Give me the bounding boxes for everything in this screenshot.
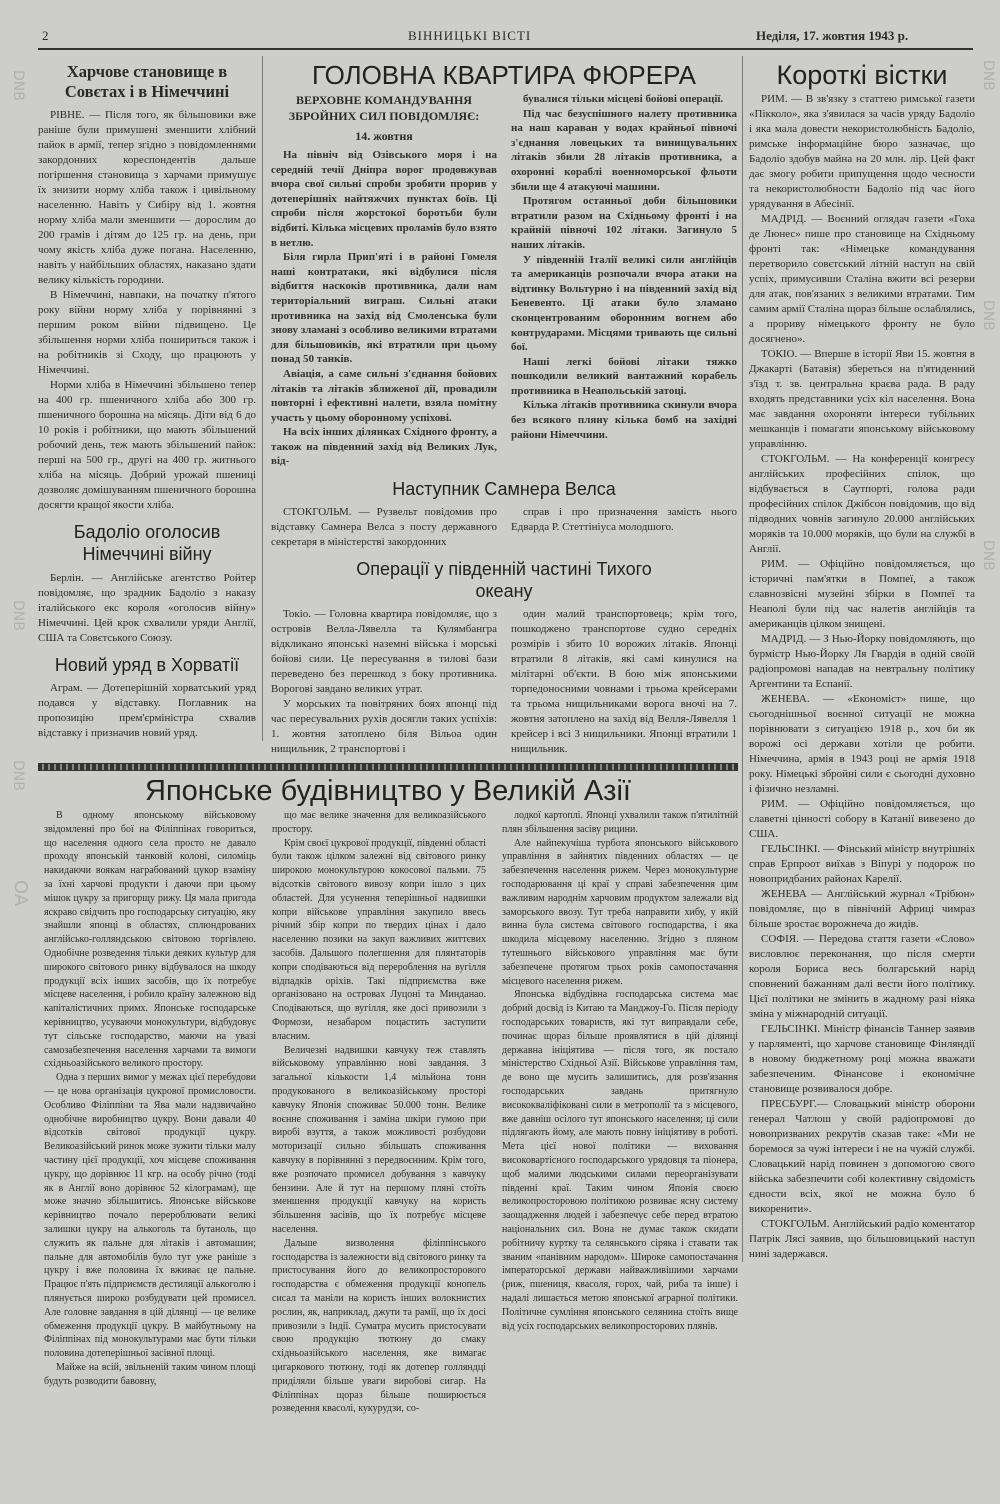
- paragraph: Наші легкі бойові літаки тяжко пошкодили великий вантажний корабель противника в Неапольській затоці.: [511, 355, 737, 397]
- hq-column-2: [511, 92, 737, 442]
- paragraph: ТОКІО. — Вперше в історії Яви 15. жовтня в Джакарті (Батавія) збереться на п'ятиденний з'їзд т. зв. центральна краєва рада. В раду входять представники усіх кіл населення. Вона має завдання охороняти інтереси тубільних мешканців і помагати японському військовому управлінню.: [749, 348, 975, 450]
- headline-pacific: Операції у південній частині Тихого океану: [356, 559, 652, 602]
- paragraph: РИМ. — В зв'язку з статтею римської газети «Пікколо», яка з'явилася за часів уряду Бадоліо і яка мала довести некористолюбність Бадоліо, римське інформаційне бюро зазначає, що Бадоліо здобув майна на 20 млн. лір. Цей факт дає змогу робити припущення щодо чесности та некористолюбности Бадоліо під час його урядування в Абесінії.: [749, 93, 975, 210]
- paragraph: У південній Італії великі сили англійців та американців розпочали вчора атаки на відтинку Вольтурно і на південний захід від Беневенто. Ці атаки було зламано сконцентрованим оборонним вогнем або контрударами. Місцями тривають ще сильні бої.: [511, 253, 737, 354]
- paragraph: РІВНЕ. — Після того, як більшовики вже раніше були примушені зменшити хлібний пайок в армії, тепер згідно з повідомленнями закордонних кореспондентів дальше погіршення становища з харчами примушує їх знизити норму хліба також і цивільному населенню. Навіть у Сибіру від 1. жовтня норму хліба мали зменшити — дорослим до 200 грамів і дітям до 125 гр. на день, при чому якість хліба дуже погана. Населенню, навіть у найбільших областях, наказано здати велику кількість городини.: [38, 109, 256, 286]
- headline-welles: Наступник Самнера Велса: [392, 479, 616, 500]
- hq-columns: [271, 92, 737, 469]
- paragraph: ЖЕНЕВА. — «Економіст» пише, що сьогоднішньої воєнної ситуації не можна порівнювати з ситуацією 1918 р., хоч би як ворожі осі держави хотіли це робити. Німеччина, армія в 1943 році не армія 1918 року. Німецькі збройні сили є сьогодні духовно і фізично незламні.: [749, 693, 975, 795]
- paragraph: ГЕЛЬСІНКІ. Міністр фінансів Таннер заявив у парляменті, що харчове становище Фінляндії в новому бюджетному році можна вважати забезпеченим. Фінансове і економічне становище розвивалося добре.: [749, 1023, 975, 1095]
- japan-column-2: [272, 809, 486, 1416]
- left-block: [38, 56, 738, 1416]
- issue-date: Неділя, 17. жовтня 1943 р.: [756, 28, 909, 43]
- welles-column-1: [271, 505, 497, 550]
- article-croatia: [38, 681, 256, 741]
- paragraph: Японська відбудівна господарська система має добрий досвід із Китаю та Манджоу-Го. Після періоду господарських товариств, які тут виправдали себе, починає щораз більше проявлятися в цій ділянці державна ініціятива — після того, як постало міністерство Східньої Азії. Військове управління там, де воно ще мусить залишитись, для розв'язання господарських завдань притягнуло висококваліфіковані сили в метрополії та з місцевого, вже давніш осілого тут японського населення; ці сили підлягають йому, але мають повну ініціятиву в роботі. Мета цієї нової політики — виховання високовартісного господарського урядовця та піонера, щоб малими людськими силами переорганізувати південні краї. Таким чином Японія своєю великопросторовою політикою розвиває ясну систему заощадження людей і забезпечує себе перед втратою національних сил. Вона не думає також скидати робітничу куртку та селянського сіряка і ставати так званим «панівним народом». Широке самопостачання імператорської держави найважливішими харчами (риж, пшениця, квасоля, горох, чай, риба та інше) і надалі лишається метою японської аграрної політики. Політичне сумління японського селянина стоїть вище від усіх господарських великопросторових плянів.: [502, 989, 738, 1332]
- paragraph: РИМ. — Офіційно повідомляється, що славетні цінності собору в Катанії вивезено до США.: [749, 798, 975, 840]
- paragraph: СТОКГОЛЬМ. Англійський радіо коментатор Патрік Лясі заявив, що більшовицький наступ нині задержався.: [749, 1218, 975, 1260]
- pacific-column-2: [511, 607, 737, 757]
- hq-column-1: [271, 148, 497, 469]
- paragraph: Біля гирла Прип'яті і в районі Гомеля наші контратаки, які відбулися після відбиття наскоків противника, дали нам територіальний виграш. Сильні атаки противника на захід від Смоленська були знову зламані з особливо великими втратами для більшовиків, які втратили при цьому понад 50 танків.: [271, 251, 497, 366]
- article-food: [38, 108, 256, 513]
- paragraph: один малий транспортовець; крім того, пошкоджено транспортове судно середніх розмірів і збито 10 ворожих літаків. Японці втратили 8 літаків, які самі кинулися на мілітарні об'єкти. В бою між японськими торпедоносними човнами і трьома крейсерами та трьома нищильниками ворога вночі на 7. жовтня затоплено на захід від Велля-Лявелля 1 крейсер і всі 3 нищильники. Японці втратили 1 нищильник.: [511, 608, 737, 756]
- headline-briefs: Короткі вістки: [776, 60, 948, 90]
- welles-columns: [271, 505, 737, 550]
- headline-hq: ГОЛОВНА КВАРТИРА ФЮРЕРА: [311, 60, 697, 90]
- headline-food: Харчове становище в Совєтах і в Німеччині: [64, 62, 230, 101]
- hq-date: 14. жовтня: [355, 129, 413, 143]
- paragraph: На всіх інших ділянках Східного фронту, а також на південний захід від Великих Лук, від-: [271, 426, 497, 468]
- paragraph: справ і про призначення замість нього Едварда Р. Стеттініуса молодшого.: [511, 506, 737, 534]
- section-divider: [38, 763, 738, 771]
- middle-column: [263, 56, 737, 757]
- paragraph: лодкої картоплі. Японці ухвалили також п'ятилітній плян збільшення засіву рицини.: [502, 810, 738, 835]
- newspaper-name: ВІННИЦЬКІ ВІСТІ: [408, 28, 532, 43]
- dnb-stamp: DNB: [10, 760, 26, 791]
- article-badoglio: [38, 571, 256, 646]
- pacific-columns: [271, 607, 737, 757]
- oa-stamp: OA: [10, 880, 31, 907]
- paragraph: Крім своєї цукрової продукції, південні області були також цілком залежні від світового ринку широкою монокультурою кокосової пальми. 75 відсотків світового вивозу копри ішло з цих областей. Для усунення теперішньої надвишки копри військове управління закупило ввесь річний збір копри по твердих цінах і дало населенню позики на закуп важливих життєвих засобів. Дальшого полегшення для плянтаторів копри сподіваються від перероблення на вугілля відпадків оріхів. Такі підприємства вже організовано на островах Луцоні та Минданао. Сподіваються, що вугілля, яке досі привозили з Формози, незабаром поцастить заступити власним.: [272, 837, 486, 1042]
- article-briefs: [749, 92, 975, 1262]
- headline-badoglio: Бадоліо оголосив Німеччині війну: [73, 522, 221, 564]
- paragraph: Протягом останньої доби більшовики втратили разом на Східньому фронті і на крайній півночі 102 літаки. Загинуло 5 наших літаків.: [511, 195, 737, 251]
- masthead-rule: [38, 48, 973, 50]
- paragraph: Дальше визволення філіппінського господарства із залежности від світового ринку та пристосування його до великопросторового господарства є обмеження продукції конопель сисал та маніли на користь інших волокнистих рослин, як, наприклад, джути та рамії, що їх досі привозили з Індії. Суматра мусить пристосувати свою продукцію тютюну до смаку східньоазійського населення, яке вимагає цигаркового тютюну, тоді як дотепер голляндці приділяли більше уваги виробові сигар. На Філіппінах щораз більше поширюється розведення квасолі, кукурудзи, со-: [272, 1237, 486, 1415]
- paragraph: ГЕЛЬСІНКІ. — Фінський міністр внутрішніх справ Ерпроот виїхав з Віпурі у подорож по новопридбаних районах Карелії.: [749, 843, 975, 885]
- right-column: [742, 56, 975, 1262]
- paragraph: Авіація, а саме сильні з'єднання бойових літаків та літаків зближеної дії, провадили повторні і ефективні налети, взяла помітну участь у цьому оборонному успіхові.: [271, 367, 497, 424]
- paragraph: ПРЕСБУРГ.— Словацький міністр оборони генерал Чатлош у своїй радіопромові до новопризваних рекрутів сказав таке: «Ми не боремося за чужі інтереси і не на чужій службі. Словацький нарід повинен з допомогою свого війська забезпечити собі колективну свідомість єдности всіх, якої не можна було б викоренити».: [749, 1098, 975, 1215]
- paragraph: В одному японському військовому звідомленні про бої на Філіппінах говориться, що населення одного села просто не давало проходу японській танковій колоні, силоміць накидаючи воякам награбований цукор взаміну за їхні харчові продукти і даючи при цьому мішок цукру за пригорщу рижу. Ця мала пригода яскраво свідчить про господарську ситуацію, яку знайшли японці в областях, сплюндрованих англійсько-голляндською світовою торгівлею. Однобічне розведення тільки деяких культур для широкого світового ринку відбувалося на шкоду продукції всіх інших засобів, що їх потребує місцеве населення, і робило країну залежною від капіталістичних примх. Японське господарське керівництво, усуваючи монокультури, відбудовує тут сільське господарство, маючи на увазі самозабезпечення населення харчами та вимоги східньоазійського великого простору.: [44, 810, 256, 1070]
- page-number: 2: [42, 28, 49, 43]
- paragraph: Одна з перших вимог у межах цієї перебудови — це нова організація цукрової промисловости. Особливо Філіппіни та Ява мали надзвичайно однобічне виробництво цукру. Вони давали 40 відсотків світової продукції цукру. Великоазійський ринок може зужити тільки малу частину цієї продукції, хоч місцеве споживання цукру, що дорівнює 11 кгр. на особу річно (тоді як в Англії воно дорівнює 52 кілограмам), ще може значно збільшитись. Японське військове керівництво почало перероблювати великі залишки цукру на алькоголь та бутаноль, що служить як пальне для літаків і автомашин; пальне для автомобілів було тут уже раніше з цукру і вже половина їх вживає це пальне. Працює п'ять підприємств дестиляції алькоголю і плянується широко розбудувати цей промисел. Але головне завдання в цій ділянці — це велике обмеження продукції цукру. В майбутньому на Філіппінах під монокультурами має бути тільки половина дотеперішньої засівної площі.: [44, 1072, 256, 1360]
- welles-column-2: [511, 505, 737, 535]
- pacific-column-1: [271, 607, 497, 757]
- left-column: [38, 56, 263, 741]
- paragraph: МАДРІД. — Воєнний оглядач газети «Гоха де Люнес» пише про становище на Східньому фронті так: «Німецьке командування перетворило совєтський літній наступ на свій успіх, примусивши Сталіна вжити всі резерви для атак, пов'язаних з великими втратами. Тим самим армії Сталіна щораз більше ослаблялись, а прориву німецького фронту не було досягнено».: [749, 213, 975, 345]
- dnb-stamp: DNB: [980, 540, 996, 571]
- paragraph: Токіо. — Головна квартира повідомляє, що з островів Велла-Лявелла та Кулямбангра відкликано японські наземні війська і морські бойові сили. Це пересування в тилові бази переведено без перешкод з боку противника. Ворогові завдано великих утрат.: [271, 608, 497, 696]
- paragraph: У морських та повітряних боях японці під час пересувальних рухів досягли таких успіхів: 1. жовтня затоплено біля Вільоа один нищильник, 2 транспортові і: [271, 698, 497, 756]
- paragraph: Майже на всій, звільненій таким чином площі будуть розводити бавовну,: [44, 1361, 256, 1387]
- dnb-stamp: DNB: [980, 300, 996, 331]
- paragraph: Під час безуспішного налету противника на наш караван у водах крайньої півночі з'єднання ловецьких та винищувальних літаків збили 28 літаків противника, а охоронні кораблі военноморської фльоти збили ще 4 атакуючі машини.: [511, 107, 737, 193]
- paragraph: В Німеччині, навпаки, на початку п'ятого року війни норму хліба у порівнянні з першим роком війни підвищено. Це збільшення норми хліба пошириться також і на робітників зі Сходу, що працюють у Німеччині.: [38, 289, 256, 376]
- page-body: [38, 56, 975, 1416]
- paragraph: РИМ. — Офіційно повідомляється, що історичні пам'ятки в Помпеї, а також славнозвісні музейні збірки в Помпеї та Неаполі були під час налетів англійців та американців цілком знищені.: [749, 558, 975, 630]
- paragraph: СТОКГОЛЬМ. — На конференції конгресу англійських професійних спілок, що відбувається в Саутпорті, голова ради професійних спілок Джібсон повідомив, що від підводних човнів загинуло 20.000 англійських моряків та 10.000 моряків, що були на службі в Англії.: [749, 453, 975, 555]
- japan-column-1: [44, 809, 256, 1388]
- paragraph: СТОКГОЛЬМ. — Рузвельт повідомив про відставку Самнера Велса з посту державного секретаря в міністерстві закордонних: [271, 506, 497, 549]
- paragraph: Берлін. — Англійське агентство Ройтер повідомляє, що зрадник Бадоліо з наказу італійського екс короля «оголосив війну» Німеччині. Цей крок схвалили уряди Англії, США та Совєтського Союзу.: [38, 572, 256, 644]
- japan-column-3: [502, 809, 738, 1333]
- paragraph: ЖЕНЕВА — Англійський журнал «Трібюн» повідомляє, що в північній Африці чимраз більше зростає ворожнеча до жидів.: [749, 888, 975, 930]
- paragraph: що має велике значення для великоазійського простору.: [272, 810, 486, 835]
- paragraph: Норми хліба в Німеччині збільшено тепер на 400 гр. пшеничного хліба або 300 гр. пшеничного борошна на місяць. Діти від 6 до 10 років і робітники, що мають збільшений робочий день, теж мають збільшений пайок: перші на 500 гр., другі на 400 гр. житнього хліба на місяць. Добрий урожай пшениці дозволяє домішуванням пшеничного борошна досягти кращої якости хліба.: [38, 379, 256, 511]
- paragraph: МАДРІД. — З Нью-Йорку повідомляють, що бурмістр Нью-Йорку Ля Гвардія в одній своїй радіопромові нападав на невтральну політику Аргентини та Еспанії.: [749, 633, 975, 690]
- dnb-stamp: DNB: [980, 60, 996, 91]
- paragraph: СОФІЯ. — Передова стаття газети «Слово» висловлює переконання, що після смерти короля Бориса весь болгарський нарід сповнений бажанням далі вести його політику. Цієї політики не змінить в жадному разі ніяка зміна у міжнародній ситуації.: [749, 933, 975, 1020]
- headline-japan: Японське будівництво у Великій Азії: [145, 775, 631, 808]
- headline-croatia: Новий уряд в Хорватії: [54, 655, 240, 675]
- masthead: [38, 28, 970, 48]
- paragraph: бувалися тільки місцеві бойові операції.: [523, 93, 724, 105]
- paragraph: Величезні надвишки кавчуку теж ставлять військовому управлінню нові завдання. З загальної кількости 1,4 мільйона тонн продукованого в великоазійському просторі кавчуку Японія споживає 50.000 тонн. Велике воєнне споживання і заміна шкіри гумою при виробі взуття, а також можливості розбудови моторизації сильно збільшать споживання кавчуку в порівнянні з передвоєнним. Крім того, вже розпочато промисел добування з кавчуку бензини. Але й тут на першому пляні стоїть зменшення продукції кавчуку на користь збільшення засівів, що їх потребує місцеве населення.: [272, 1044, 486, 1235]
- hq-subtitle: ВЕРХОВНЕ КОМАНДУВАННЯ ЗБРОЙНИХ СИЛ ПОВІДОМЛЯЄ:: [288, 93, 480, 123]
- dnb-stamp: DNB: [10, 600, 26, 631]
- paragraph: Але найпекучіша турбота японського військового управління в зайнятих південних областях — це забезпечення населення рижем. Через монокультурне господарювання ці краї у справі забезпечення цим важливим народнім харчовим продуктом залежали від заморського ввозу. Тут треба направити хибу, у якій винна була система світового господарства, і яка шкодила місцевому населенню. Згідно з пляном тутешнього військового управління має бути забезпечене протягом трьох років самопостачання місцевого населення рижем.: [502, 837, 738, 987]
- dnb-stamp: DNB: [10, 70, 26, 101]
- paragraph: На північ від Озівського моря і на середній течії Дніпра ворог продовжував вчора свої сильні спроби зробити прорив у дотеперішніх найтяжчих пунктах боїв. Ці спроби після жорстокої боротьби були відбиті. Кілька місцевих проламів було взято в нетлю.: [271, 149, 497, 249]
- top-row: [38, 56, 738, 757]
- paragraph: Аграм. — Дотеперішній хорватський уряд подався у відставку. Поглавник на пропозицію прем'єрміністра схвалив відставку і призначив новий уряд.: [38, 682, 256, 739]
- paragraph: Кілька літаків противника скинули вчора без всякого пляну кілька бомб на західні райони Німеччини.: [511, 399, 737, 441]
- japan-columns: [38, 809, 738, 1416]
